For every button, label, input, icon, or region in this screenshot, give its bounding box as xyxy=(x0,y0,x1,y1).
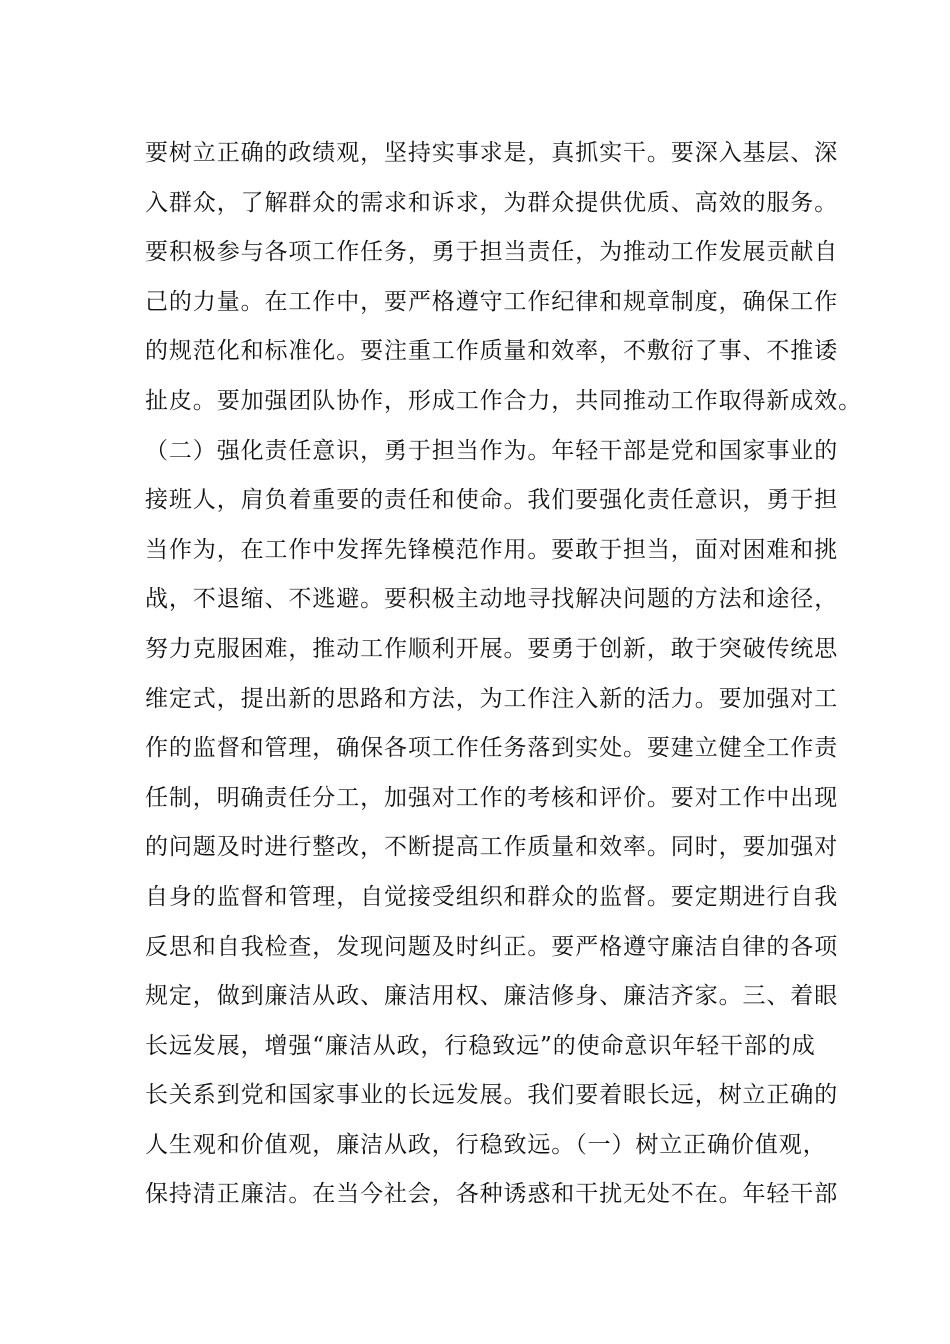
text-line: 人生观和价值观，廉洁从政，行稳致远。（一）树立正确价值观， xyxy=(145,1131,827,1158)
text-line: 长远发展，增强“廉洁从政，行稳致远”的使命意识年轻干部的成 xyxy=(145,1032,816,1059)
text-line: 的问题及时进行整改，不断提高工作质量和效率。同时，要加强对 xyxy=(145,834,839,861)
text-line: 要积极参与各项工作任务，勇于担当责任，为推动工作发展贡献自 xyxy=(145,239,839,266)
text-line: 当作为，在工作中发挥先锋模范作用。要敢于担当，面对困难和挑 xyxy=(145,536,839,563)
text-line: 作的监督和管理，确保各项工作任务落到实处。要建立健全工作责 xyxy=(145,735,839,762)
text-line: 自身的监督和管理，自觉接受组织和群众的监督。要定期进行自我 xyxy=(145,883,839,910)
text-line: 入群众，了解群众的需求和诉求，为群众提供优质、高效的服务。 xyxy=(145,189,839,216)
text-line: 的规范化和标准化。要注重工作质量和效率，不敷衍了事、不推诿 xyxy=(145,338,839,365)
text-line: 保持清正廉洁。在当今社会，各种诱惑和干扰无处不在。年轻干部 xyxy=(145,1181,839,1208)
body-text xyxy=(145,129,862,1220)
text-line: 任制，明确责任分工，加强对工作的考核和评价。要对工作中出现 xyxy=(145,784,839,811)
text-line: 反思和自我检查，发现问题及时纠正。要严格遵守廉洁自律的各项 xyxy=(145,933,839,960)
text-line: 己的力量。在工作中，要严格遵守工作纪律和规章制度，确保工作 xyxy=(145,288,839,315)
text-line: 要树立正确的政绩观，坚持实事求是，真抓实干。要深入基层、深 xyxy=(145,140,839,166)
text-line: 战，不退缩、不逃避。要积极主动地寻找解决问题的方法和途径， xyxy=(145,586,839,613)
text-line: 努力克服困难，推动工作顺利开展。要勇于创新，敢于突破传统思 xyxy=(145,635,839,662)
text-line: 维定式，提出新的思路和方法，为工作注入新的活力。要加强对工 xyxy=(145,685,839,712)
text-line: 扯皮。要加强团队协作，形成工作合力，共同推动工作取得新成效。 xyxy=(145,387,862,414)
text-line: （二）强化责任意识，勇于担当作为。年轻干部是党和国家事业的 xyxy=(145,437,839,464)
text-line: 接班人，肩负着重要的责任和使命。我们要强化责任意识，勇于担 xyxy=(145,487,839,514)
text-line: 长关系到党和国家事业的长远发展。我们要着眼长远，树立正确的 xyxy=(145,1082,839,1109)
text-line: 规定，做到廉洁从政、廉洁用权、廉洁修身、廉洁齐家。三、着眼 xyxy=(145,983,839,1010)
